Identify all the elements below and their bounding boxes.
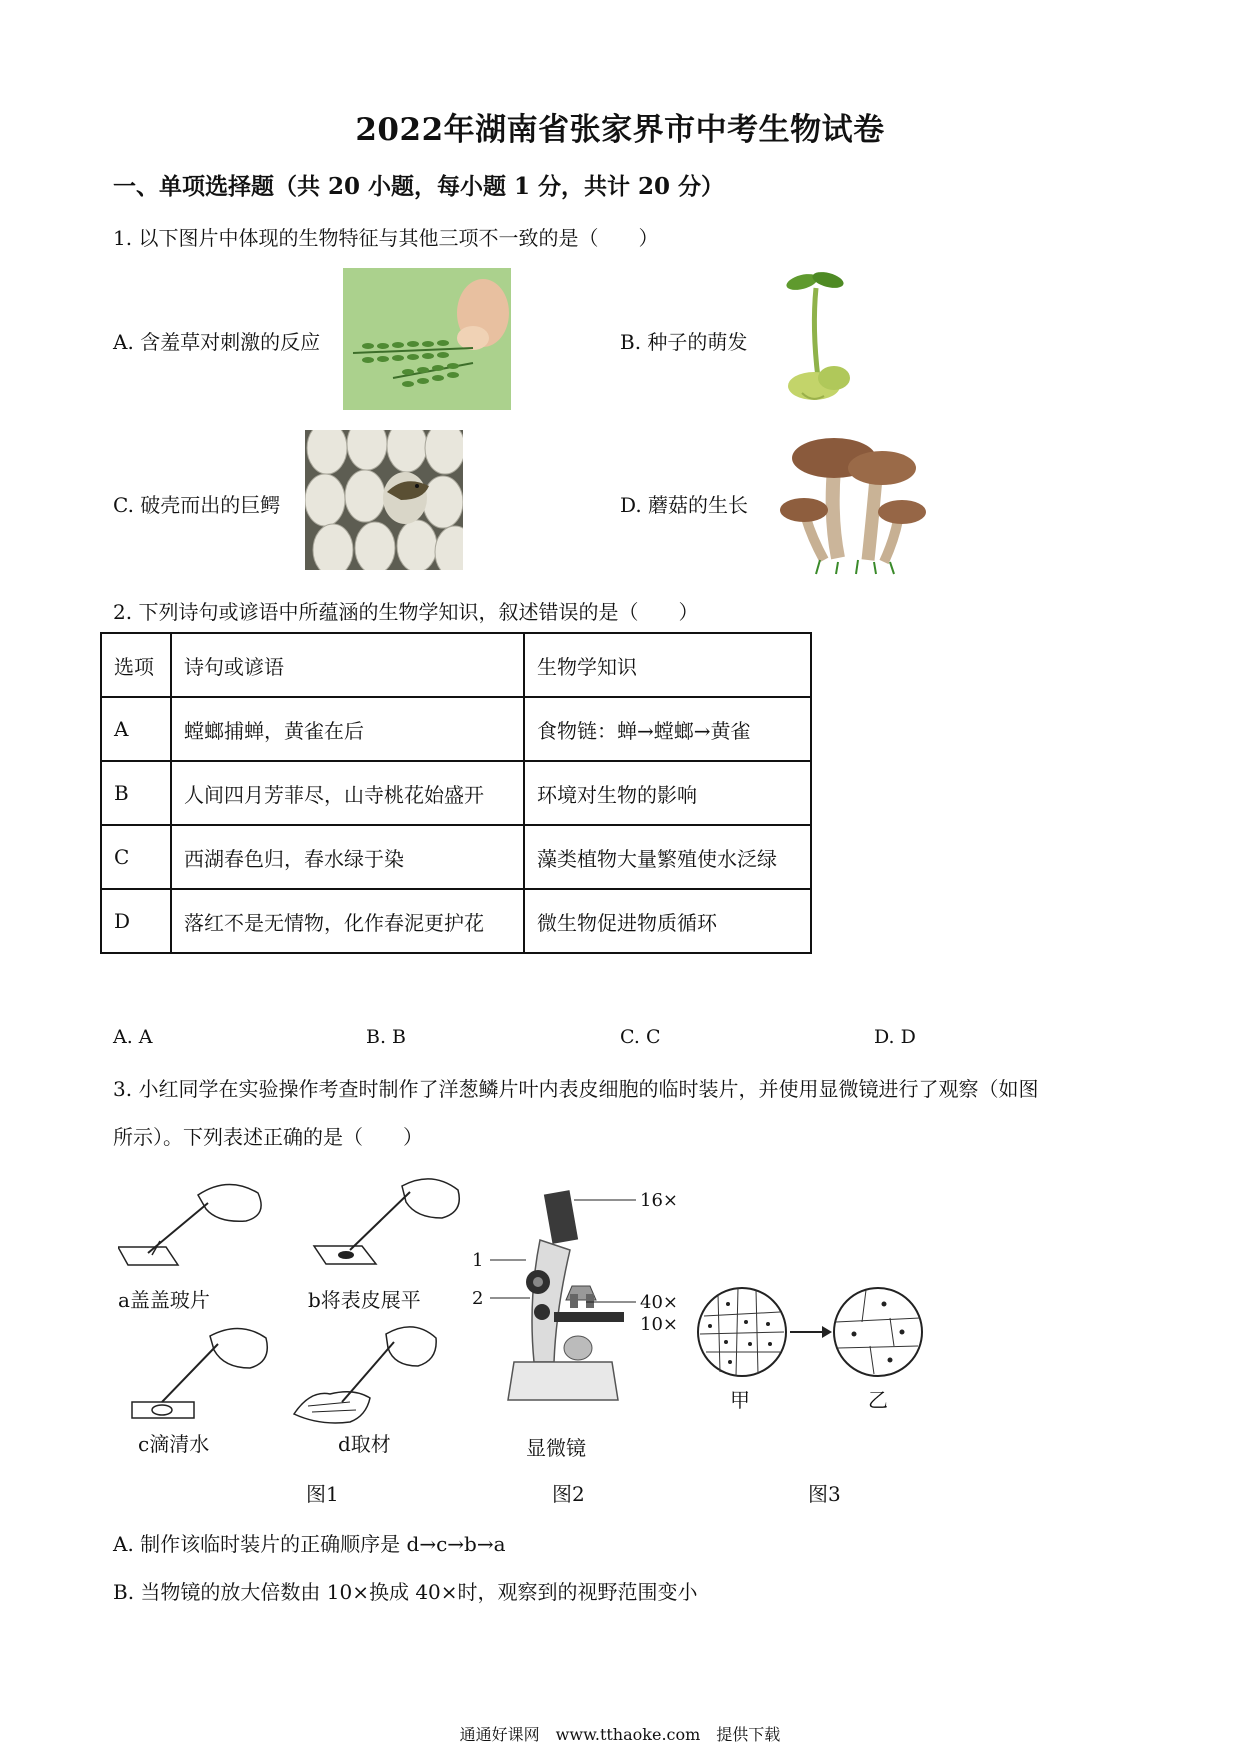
field-of-view-drawing — [694, 1282, 924, 1382]
step-c-drawing — [128, 1318, 278, 1428]
step-d-drawing — [290, 1318, 440, 1430]
table-cell: D — [101, 889, 171, 953]
table-header-row — [101, 633, 811, 697]
q2-answer-b: B. B — [366, 1026, 407, 1048]
q2-stem: 2. 下列诗句或谚语中所蕴涵的生物学知识，叙述错误的是（ ） — [113, 600, 699, 624]
table-cell: 人间四月芳菲尽，山寺桃花始盛开 — [171, 761, 524, 825]
q1-option-b: B. 种子的萌发 — [620, 330, 748, 354]
page-title: 2022年湖南省张家界市中考生物试卷 — [355, 112, 885, 148]
q3-stem-line2: 所示）。下列表述正确的是（ ） — [113, 1125, 423, 1149]
step-b-drawing — [310, 1172, 470, 1284]
table-cell: 螳螂捕蝉，黄雀在后 — [171, 697, 524, 761]
table-cell: C — [101, 825, 171, 889]
table-cell: A — [101, 697, 171, 761]
knob-label-2: 2 — [472, 1288, 484, 1309]
microscope-label: 显微镜 — [526, 1436, 586, 1460]
q1-option-c: C. 破壳而出的巨鳄 — [113, 493, 281, 517]
fig2-caption: 图2 — [552, 1482, 585, 1506]
table-row — [101, 697, 811, 761]
table-cell: 微生物促进物质循环 — [524, 889, 811, 953]
mushroom-image — [776, 428, 934, 576]
fig1-caption: 图1 — [306, 1482, 339, 1506]
microscope-leader-lines — [486, 1190, 666, 1310]
q2-answer-a: A. A — [113, 1026, 153, 1048]
q1-option-d: D. 蘑菇的生长 — [620, 493, 749, 517]
step-a-drawing — [118, 1175, 278, 1285]
mimosa-image — [343, 268, 511, 410]
q2-answer-c: C. C — [620, 1026, 661, 1048]
table-cell: 藻类植物大量繁殖使水泛绿 — [524, 825, 811, 889]
seedling-image — [772, 268, 864, 410]
footer-text: 通通好课网 www.tthaoke.com 提供下载 — [459, 1725, 781, 1744]
objective-mag-10-label: 10× — [640, 1314, 678, 1335]
knob-label-1: 1 — [472, 1250, 484, 1271]
table-header-cell: 诗句或谚语 — [171, 633, 524, 697]
step-a-label: a盖盖玻片 — [118, 1288, 210, 1312]
q2-answer-d: D. D — [874, 1026, 916, 1048]
table-row — [101, 889, 811, 953]
table-cell: 环境对生物的影响 — [524, 761, 811, 825]
q3-stem-line1: 3. 小红同学在实验操作考查时制作了洋葱鳞片叶内表皮细胞的临时装片，并使用显微镜进行了观察（如图 — [113, 1077, 1039, 1101]
field-jia-label: 甲 — [730, 1388, 750, 1412]
table-header-cell: 选项 — [101, 633, 171, 697]
step-b-label: b将表皮展平 — [308, 1288, 421, 1312]
q2-table — [100, 632, 812, 954]
fig3-caption: 图3 — [808, 1482, 841, 1506]
table-row — [101, 825, 811, 889]
field-yi-label: 乙 — [868, 1388, 888, 1412]
step-d-label: d取材 — [338, 1432, 391, 1456]
table-cell: 落红不是无情物，化作春泥更护花 — [171, 889, 524, 953]
step-c-label: c滴清水 — [138, 1432, 210, 1456]
table-cell: B — [101, 761, 171, 825]
objective-mag-40-label: 40× — [640, 1292, 678, 1313]
section-heading: 一、单项选择题（共 20 小题，每小题 1 分，共计 20 分） — [113, 173, 725, 200]
table-header-cell: 生物学知识 — [524, 633, 811, 697]
crocodile-eggs-image — [305, 430, 463, 570]
q3-option-a: A. 制作该临时装片的正确顺序是 d→c→b→a — [113, 1532, 506, 1556]
table-cell: 西湖春色归，春水绿于染 — [171, 825, 524, 889]
q1-option-a: A. 含羞草对刺激的反应 — [113, 330, 321, 354]
table-cell: 食物链：蝉→螳螂→黄雀 — [524, 697, 811, 761]
q1-stem: 1. 以下图片中体现的生物特征与其他三项不一致的是（ ） — [113, 226, 659, 250]
q3-option-b: B. 当物镜的放大倍数由 10×换成 40×时，观察到的视野范围变小 — [113, 1580, 698, 1604]
eyepiece-mag-label: 16× — [640, 1190, 678, 1211]
table-row — [101, 761, 811, 825]
